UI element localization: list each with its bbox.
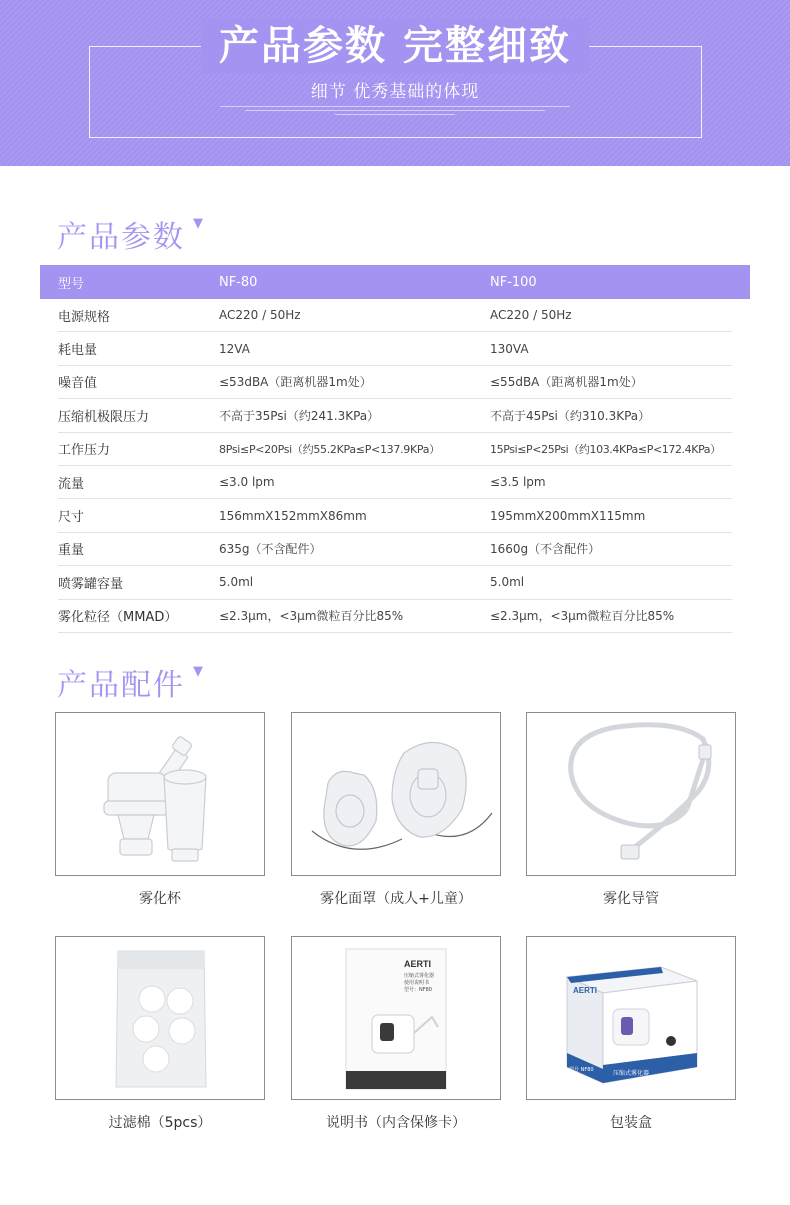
params-table	[40, 265, 750, 633]
accessories-section-title: 产品配件 ▼	[57, 664, 205, 703]
table-row	[58, 499, 732, 532]
row-nf100-value: ≤3.5 lpm	[490, 475, 546, 490]
accessory-label: 过滤棉（5pcs）	[108, 1115, 212, 1131]
package-box-icon	[527, 937, 736, 1100]
row-label: 喷雾罐容量	[58, 576, 124, 592]
row-label: 流量	[58, 476, 85, 492]
manual-doc-name: 使用说明书	[404, 980, 430, 986]
table-row	[58, 533, 732, 566]
table-row	[58, 600, 732, 633]
row-nf100-value: ≤2.3μm，<3μm微粒百分比85%	[490, 609, 675, 624]
row-nf100-value: 1660g（不含配件）	[490, 542, 601, 557]
accessory-card-manual	[291, 936, 501, 1100]
row-label: 电源规格	[58, 309, 111, 325]
caret-down-icon: ▼	[193, 216, 205, 231]
params-section-title: 产品参数 ▼	[57, 216, 205, 255]
manual-icon	[292, 937, 501, 1100]
row-nf80-value: AC220 / 50Hz	[219, 308, 301, 323]
table-row	[58, 466, 732, 499]
table-row	[58, 299, 732, 332]
accessory-label: 雾化面罩（成人+儿童）	[320, 891, 472, 907]
row-label: 重量	[58, 543, 85, 559]
box-model: 型号 NF80	[569, 1067, 594, 1073]
table-row	[58, 566, 732, 599]
row-nf100-value: 不高于45Psi（约310.3KPa）	[490, 408, 651, 423]
row-nf80-value: ≤2.3μm，<3μm微粒百分比85%	[219, 609, 404, 624]
table-row	[58, 366, 732, 399]
manual-product-name: 压缩式雾化器	[404, 973, 435, 979]
row-nf80-value: ≤3.0 lpm	[219, 475, 275, 490]
banner-subtitle: 细节 优秀基础的体现	[310, 82, 480, 102]
filter-cotton-icon	[56, 937, 265, 1100]
row-nf80-value: 不高于35Psi（约241.3KPa）	[219, 408, 380, 423]
header-nf80: NF-80	[219, 274, 258, 290]
row-nf100-value: ≤55dBA（距离机器1m处）	[490, 375, 643, 390]
accessory-label: 雾化导管	[603, 891, 659, 907]
accessory-card-filter-cotton	[55, 936, 265, 1100]
accessory-card-face-mask	[291, 712, 501, 876]
table-header	[40, 265, 750, 299]
accessory-label: 说明书（内含保修卡）	[326, 1115, 466, 1131]
box-product-name: 压缩式雾化器	[613, 1070, 650, 1077]
caret-down-icon: ▼	[193, 664, 205, 679]
row-nf100-value: 5.0ml	[490, 575, 525, 590]
box-brand: AERTI	[573, 986, 597, 995]
row-nf80-value: 156mmX152mmX86mm	[219, 508, 367, 523]
header-model: 型号	[58, 276, 85, 292]
row-label: 工作压力	[58, 443, 111, 459]
nebulizer-cup-icon	[56, 713, 265, 876]
face-mask-icon	[292, 713, 501, 876]
row-label: 雾化粒径（MMAD）	[58, 610, 178, 626]
banner-fine-lines	[220, 106, 570, 118]
row-nf100-value: AC220 / 50Hz	[490, 308, 572, 323]
table-row	[58, 332, 732, 365]
row-nf100-value: 15Psi≤P<25Psi（约103.4KPa≤P<172.4KPa）	[490, 442, 721, 456]
accessory-card-tubing	[526, 712, 736, 876]
row-nf80-value: 5.0ml	[219, 575, 254, 590]
row-nf80-value: 12VA	[219, 341, 250, 356]
manual-model: 型号：NF80	[404, 987, 432, 993]
header-banner	[0, 0, 790, 166]
header-nf100: NF-100	[490, 274, 537, 290]
row-nf80-value: 8Psi≤P<20Psi（约55.2KPa≤P<137.9KPa）	[219, 442, 440, 456]
accessory-label: 雾化杯	[139, 891, 181, 907]
row-label: 压缩机极限压力	[58, 409, 150, 425]
row-nf80-value: ≤53dBA（距离机器1m处）	[219, 375, 372, 390]
table-row	[58, 399, 732, 432]
row-nf80-value: 635g（不含配件）	[219, 542, 322, 557]
accessory-label: 包装盒	[610, 1115, 652, 1131]
table-row	[58, 433, 732, 466]
row-label: 尺寸	[58, 510, 85, 526]
row-label: 耗电量	[58, 343, 98, 359]
tubing-icon	[527, 713, 736, 876]
row-nf100-value: 195mmX200mmX115mm	[490, 508, 646, 523]
accessory-card-package-box	[526, 936, 736, 1100]
accessory-card-nebulizer-cup	[55, 712, 265, 876]
banner-title: 产品参数 完整细致	[0, 18, 790, 74]
row-nf100-value: 130VA	[490, 341, 529, 356]
row-label: 噪音值	[58, 376, 98, 392]
manual-brand: AERTI	[404, 959, 431, 969]
